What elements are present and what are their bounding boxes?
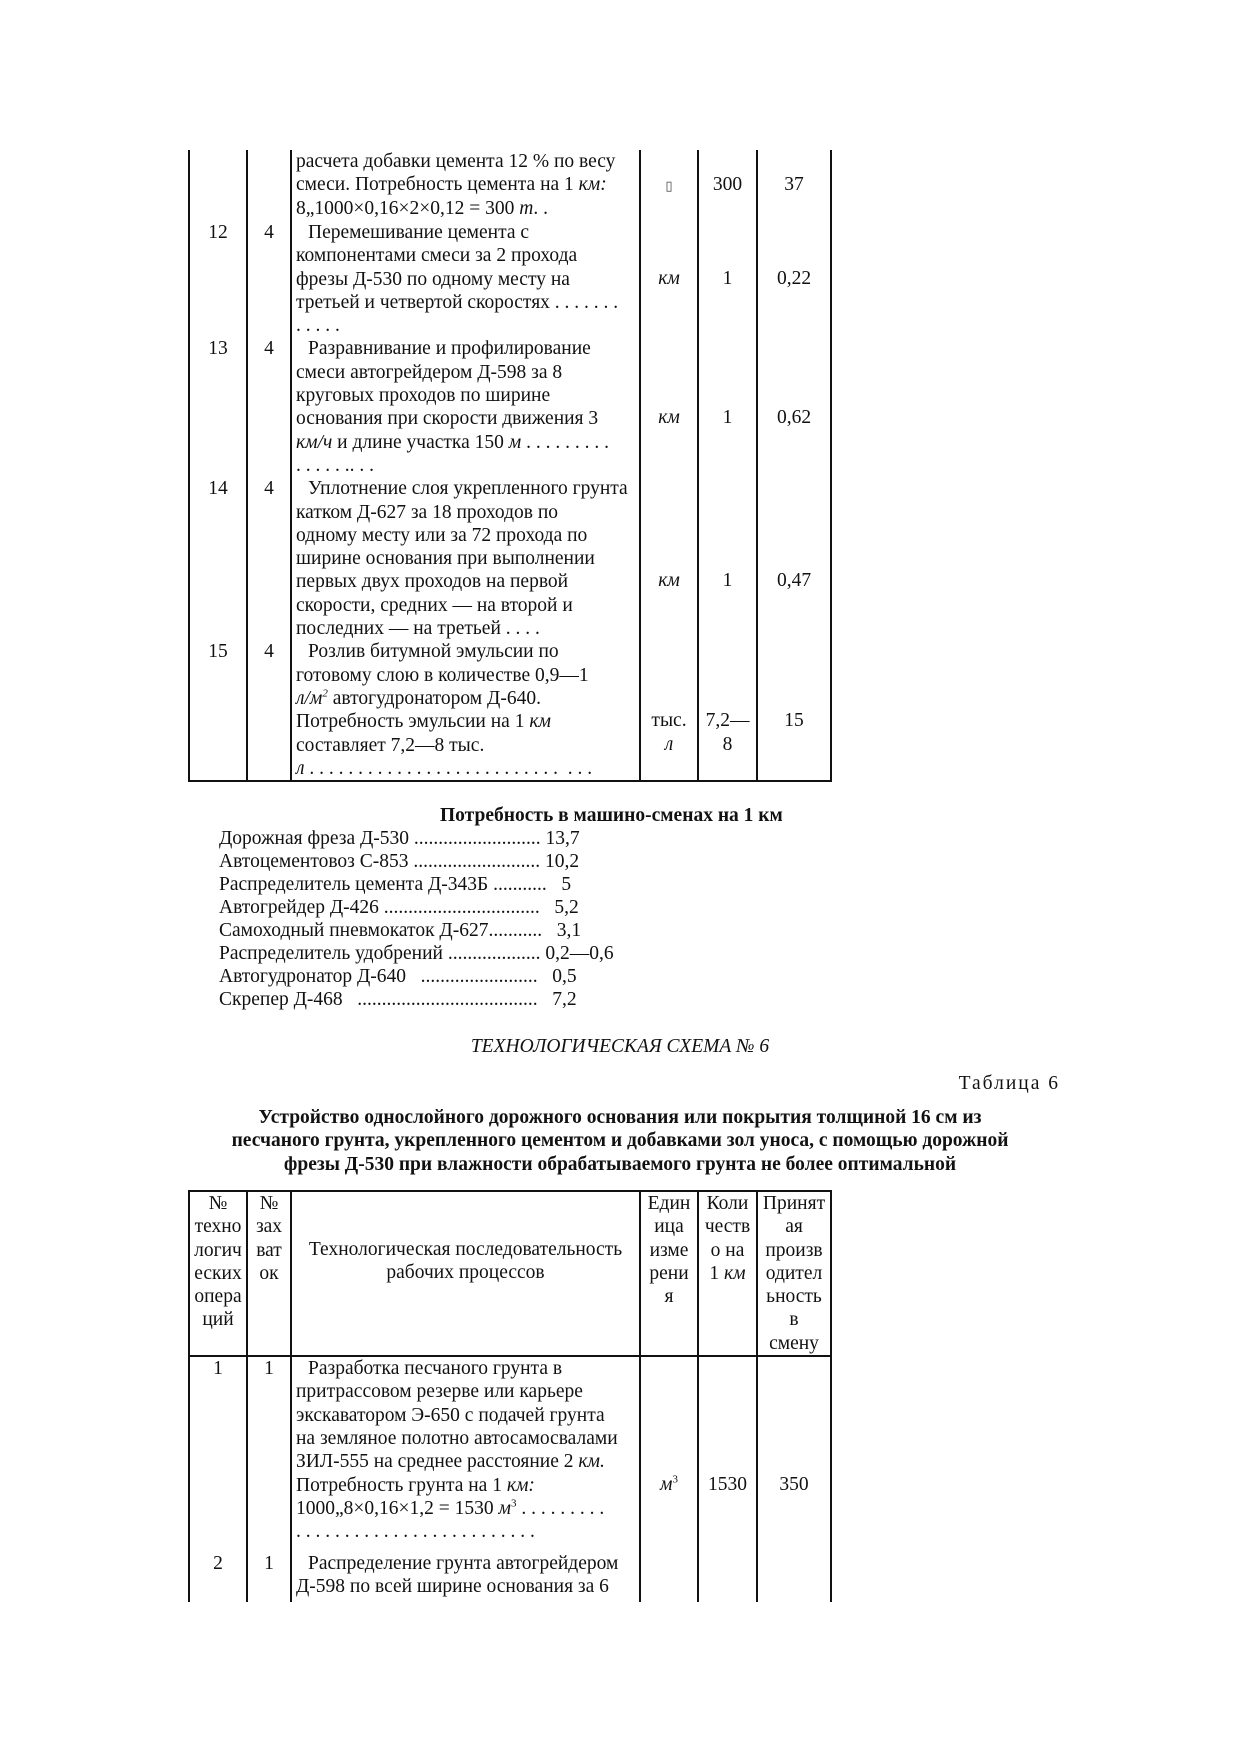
operations-table-6 bbox=[188, 1190, 832, 1602]
table-row bbox=[189, 1356, 831, 1552]
list-item: Автоцементовоз С-853 .......................... 10,2 bbox=[219, 851, 580, 872]
description-cell: Перемешивание цемента с компонентами смеси за 2 прохода фрезы Д-530 по одному месту на третьей и четвертой скоростях . . . . . . . . . . . . bbox=[291, 221, 640, 337]
productivity-cell: 0,47 bbox=[757, 477, 831, 640]
description-cell: Разработка песчаного грунта в притрассовом резерве или карьере экскаватором Э-650 с подачей грунта на земляное полотно автосамосвалами ЗИЛ-555 на среднее расстояние 2 км. Потребность грунта на 1 км: 1000„8×0,16×1,2 = 1530 $м^3$ . . . . . . . . . . . . . . . . . . . . . . . . . . . . . . . . . . bbox=[291, 1356, 640, 1552]
scheme-heading: ТЕХНОЛОГИЧЕСКАЯ СХЕМА № 6 bbox=[470, 1036, 770, 1057]
step-number-cell: 1 bbox=[247, 1356, 291, 1552]
step-number-cell: 4 bbox=[247, 337, 291, 477]
quantity-cell: 300 bbox=[698, 150, 757, 221]
list-item: Распределитель цемента Д-343Б ........... 5 bbox=[219, 874, 572, 895]
table-label: Таблица 6 bbox=[958, 1073, 1060, 1094]
header-op-number: № техно логич еских опера ций bbox=[189, 1191, 247, 1356]
quantity-cell: 1 bbox=[698, 221, 757, 337]
table-row bbox=[189, 1552, 831, 1602]
productivity-cell: 0,22 bbox=[757, 221, 831, 337]
productivity-cell: 350 bbox=[757, 1356, 831, 1552]
unit-cell: км bbox=[640, 221, 698, 337]
header-productivity: Принят ая произв одител ьность в смену bbox=[757, 1191, 831, 1356]
op-number-cell: 12 bbox=[189, 221, 247, 337]
op-number-cell bbox=[189, 150, 247, 221]
step-number-cell: 1 bbox=[247, 1552, 291, 1602]
step-number-cell: 4 bbox=[247, 640, 291, 781]
table-row bbox=[189, 150, 831, 221]
unit-cell: км bbox=[640, 477, 698, 640]
table-row bbox=[189, 221, 831, 337]
header-quantity: Коли честв о на 1 км bbox=[698, 1191, 757, 1356]
productivity-cell: 37 bbox=[757, 150, 831, 221]
list-item: Автогудронатор Д-640 ........................ 0,5 bbox=[219, 966, 577, 987]
unit-cell bbox=[640, 150, 698, 221]
description-cell: Розлив битумной эмульсии по готовому слою в количестве 0,9—1 $л/м^2$ автогудронатором Д-640. Потребность эмульсии на 1 км составляет 7,2—8 тыс. л . . . . . . . . . . . . . . . . . . . . . . . . . . . . . bbox=[291, 640, 640, 781]
productivity-cell bbox=[757, 1552, 831, 1602]
unit-cell bbox=[640, 1552, 698, 1602]
description-cell: Распределение грунта автогрейдером Д-598 по всей ширине основания за 6 bbox=[291, 1552, 640, 1602]
table-row bbox=[189, 477, 831, 640]
description-cell: Уплотнение слоя укрепленного грунта катком Д-627 за 18 проходов по одному месту или за 72 прохода по ширине основания при выполнении первых двух проходов на первой скорости, средних — на второй и последних — на третьей . . . . bbox=[291, 477, 640, 640]
list-item: Скрепер Д-468 ..................................... 7,2 bbox=[219, 989, 577, 1010]
unit-cell: $м^3$ bbox=[640, 1356, 698, 1552]
op-number-cell: 2 bbox=[189, 1552, 247, 1602]
quantity-cell: 7,2— 8 bbox=[698, 640, 757, 781]
quantity-cell bbox=[698, 1552, 757, 1602]
header-unit: Един ица изме рени я bbox=[640, 1191, 698, 1356]
header-description: Технологическая последовательность рабочих процессов bbox=[291, 1191, 640, 1356]
table-header-row bbox=[189, 1191, 831, 1356]
unit-cell: тыс. л bbox=[640, 640, 698, 781]
table-title: Устройство однослойного дорожного основания или покрытия толщиной 16 см из песчаного грунта, укрепленного цементом и добавками зол уноса, с помощью дорожной фрезы Д-530 при влажности обрабатываемого грунта не более оптимальной bbox=[231, 1107, 1009, 1175]
step-number-cell: 4 bbox=[247, 477, 291, 640]
productivity-cell: 15 bbox=[757, 640, 831, 781]
table-row bbox=[189, 337, 831, 477]
quantity-cell: 1 bbox=[698, 477, 757, 640]
operations-table-continued bbox=[188, 150, 832, 782]
op-number-cell: 1 bbox=[189, 1356, 247, 1552]
step-number-cell: 4 bbox=[247, 221, 291, 337]
op-number-cell: 14 bbox=[189, 477, 247, 640]
list-item: Дорожная фреза Д-530 .......................... 13,7 bbox=[219, 828, 580, 849]
op-number-cell: 13 bbox=[189, 337, 247, 477]
machine-shifts-title: Потребность в машино-сменах на 1 км bbox=[440, 805, 783, 826]
quantity-cell: 1 bbox=[698, 337, 757, 477]
productivity-cell: 0,62 bbox=[757, 337, 831, 477]
unit-cell: км bbox=[640, 337, 698, 477]
missing-glyph-icon: ▯ bbox=[665, 178, 673, 193]
list-item: Самоходный пневмокаток Д-627........... 3,1 bbox=[219, 920, 582, 941]
step-number-cell bbox=[247, 150, 291, 221]
table-row bbox=[189, 640, 831, 781]
machine-shifts-list bbox=[219, 827, 614, 1011]
quantity-cell: 1530 bbox=[698, 1356, 757, 1552]
op-number-cell: 15 bbox=[189, 640, 247, 781]
list-item: Автогрейдер Д-426 ................................ 5,2 bbox=[219, 897, 579, 918]
list-item: Распределитель удобрений ................... 0,2—0,6 bbox=[219, 943, 614, 964]
header-step-number: № зах ват ок bbox=[247, 1191, 291, 1356]
description-cell: расчета добавки цемента 12 % по весу смеси. Потребность цемента на 1 км: 8„1000×0,16×2×0,12 = 300 т. . bbox=[291, 150, 640, 221]
description-cell: Разравнивание и профилирование смеси автогрейдером Д-598 за 8 круговых проходов по ширине основания при скорости движения 3 км/ч и длине участка 150 м . . . . . . . . . . . . . . .. . . bbox=[291, 337, 640, 477]
